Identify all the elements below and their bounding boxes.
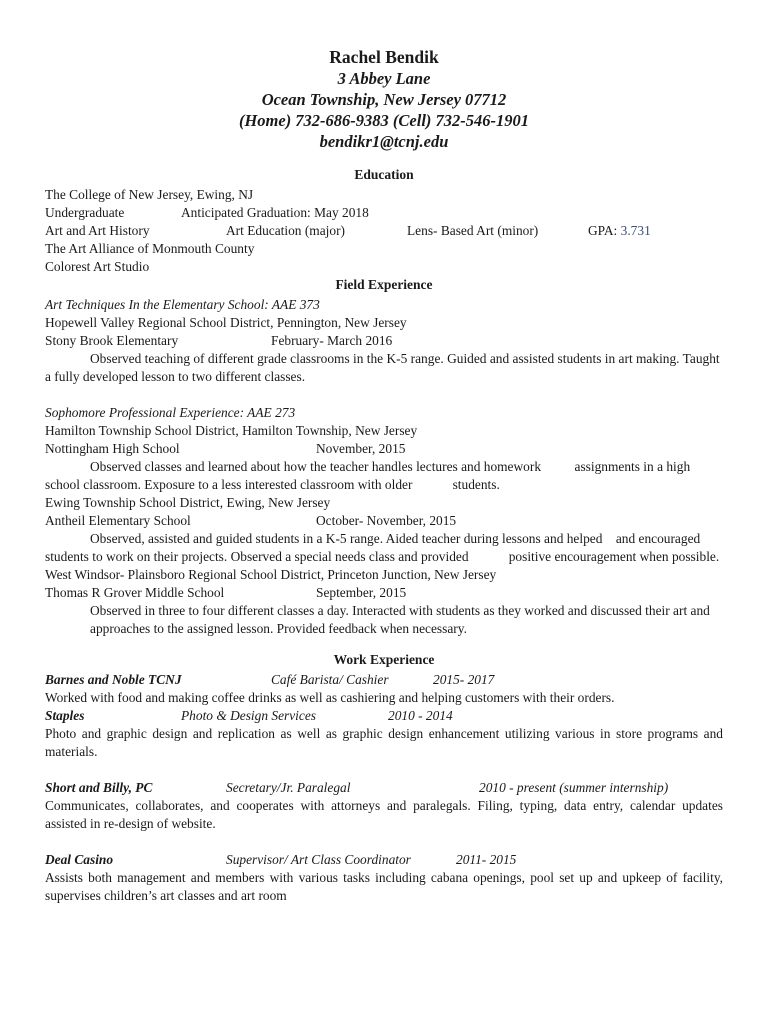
address-line-1: 3 Abbey Lane [337,69,431,88]
field-school-row-3 [45,512,723,530]
resume-header [45,46,723,152]
education-gpa [588,222,651,240]
job-2-role: Photo & Design Services [181,708,316,723]
job-4-dates: 2011- 2015 [456,852,517,867]
job-2-dates: 2010 - 2014 [388,708,453,723]
candidate-name: Rachel Bendik [329,47,439,67]
field-school-row-1 [45,332,723,350]
field-date-4: September, 2015 [316,585,407,600]
field-district-3: Ewing Township School District, Ewing, New Jersey [45,495,331,510]
field-district-1: Hopewell Valley Regional School District, Pennington, New Jersey [45,315,407,330]
education-heading: Education [354,167,414,182]
job-4-employer: Deal Casino [45,852,114,867]
field-course-2: Sophomore Professional Experience: AAE 273 [45,405,296,420]
job-2-desc: Photo and graphic design and replication as well as graphic design enhancement utilizing various in store programs and materials. [45,726,723,759]
email: bendikr1@tcnj.edu [319,132,449,151]
job-2-employer: Staples [45,708,85,723]
gpa-value: 3.731 [620,223,651,238]
job-3-employer: Short and Billy, PC [45,780,153,795]
field-school-4: Thomas R Grover Middle School [45,585,225,600]
field-date-2: November, 2015 [316,441,406,456]
field-desc-3: Observed, assisted and guided students in a K-5 range. Aided teacher during lessons and helped and encouraged students to work on their projects. Observed a special needs class and provided positive encouragement when possible. [45,531,720,564]
education-school: The College of New Jersey, Ewing, NJ [45,187,254,202]
education-major-1: Art and Art History [45,223,150,238]
spacer [45,386,723,404]
field-desc-2: Observed classes and learned about how the teacher handles lectures and homework assignments in a high school classroom. Exposure to a less interested classroom with older students. [45,459,694,492]
field-desc-4: Observed in three to four different classes a day. Interacted with students as they worked and discussed their art and approaches to the assigned lesson. Provided feedback when necessary. [90,603,710,636]
field-district-4: West Windsor- Plainsboro Regional School District, Princeton Junction, New Jersey [45,567,497,582]
gpa-label: GPA: [588,223,618,238]
education-minor: Lens- Based Art (minor) [407,223,539,238]
phone-numbers: (Home) 732-686-9383 (Cell) 732-546-1901 [238,111,530,130]
job-4-role: Supervisor/ Art Class Coordinator [226,852,411,867]
field-school-3: Antheil Elementary School [45,513,191,528]
field-desc-1: Observed teaching of different grade classrooms in the K-5 range. Guided and assisted students in art making. Taught a fully developed lesson to two different classes. [45,351,720,384]
field-district-2: Hamilton Township School District, Hamilton Township, New Jersey [45,423,418,438]
job-3-desc: Communicates, collaborates, and cooperates with attorneys and paralegals. Filing, typing, data entry, calendar updates assisted in re-design of website. [45,798,723,831]
job-3-row [45,779,723,797]
job-1-row [45,671,723,689]
job-3-role: Secretary/Jr. Paralegal [226,780,351,795]
education-graduation: Anticipated Graduation: May 2018 [181,205,369,220]
education-extra-1: The Art Alliance of Monmouth County [45,241,255,256]
job-4-desc: Assists both management and members with various tasks including cabana openings, pool set up and upkeep of facility, supervises children’s art classes and art room [45,870,723,903]
job-3-dates: 2010 - present (summer internship) [479,780,669,795]
job-1-role: Café Barista/ Cashier [271,672,389,687]
resume-page [45,46,723,905]
spacer [45,833,723,851]
field-school-row-4 [45,584,723,602]
job-1-employer: Barnes and Noble TCNJ [45,672,182,687]
field-date-3: October- November, 2015 [316,513,457,528]
work-heading: Work Experience [333,652,435,667]
field-course-1: Art Techniques In the Elementary School: AAE 373 [45,297,320,312]
job-1-dates: 2015- 2017 [433,672,495,687]
field-date-1: February- March 2016 [271,333,393,348]
spacer [45,761,723,779]
job-1-desc: Worked with food and making coffee drinks as well as cashiering and helping customers with their orders. [45,690,615,705]
field-school-row-2 [45,440,723,458]
field-heading: Field Experience [335,277,433,292]
education-extra-2: Colorest Art Studio [45,259,150,274]
education-majors-row [45,222,723,240]
education-level-row [45,204,723,222]
field-school-1: Stony Brook Elementary [45,333,179,348]
job-2-row [45,707,723,725]
field-school-2: Nottingham High School [45,441,180,456]
education-level: Undergraduate [45,205,125,220]
education-major-2: Art Education (major) [226,223,345,238]
address-line-2: Ocean Township, New Jersey 07712 [261,90,507,109]
job-4-row [45,851,723,869]
